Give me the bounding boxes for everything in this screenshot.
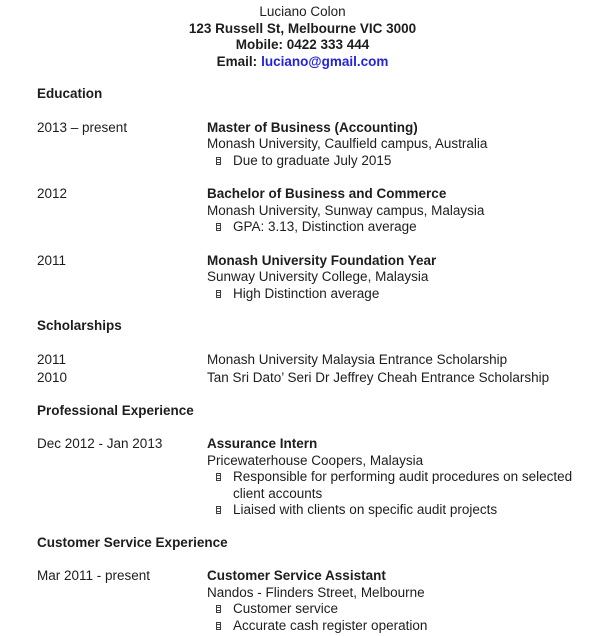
- bullet-item: [207, 618, 593, 635]
- education-entry: [37, 120, 593, 170]
- scholarship-name: Tan Sri Dato’ Seri Dr Jeffrey Cheah Entrance Scholarship: [207, 370, 550, 385]
- contact-header: [0, 4, 605, 70]
- bullet-item: [207, 502, 593, 519]
- scholarship-year: 2010: [37, 370, 68, 385]
- bullet-item: [207, 219, 593, 236]
- scholarship-row: [37, 370, 593, 387]
- email-label: Email:: [216, 53, 258, 69]
- experience-entry: [37, 436, 593, 519]
- entry-details: [207, 253, 593, 303]
- education-entry: [37, 186, 593, 236]
- entry-period: 2011: [37, 252, 67, 268]
- section-education: [37, 86, 593, 302]
- experience-entry: [37, 568, 593, 634]
- bullet-item: [207, 153, 593, 170]
- entry-title: Master of Business (Accounting): [207, 119, 418, 135]
- scholarship-name: Monash University Malaysia Entrance Scholarship: [207, 351, 508, 367]
- entry-details: [207, 186, 593, 236]
- email-link[interactable]: luciano@gmail.com: [261, 53, 389, 69]
- bullet-text: Accurate cash register operation: [233, 617, 428, 633]
- education-heading: Education: [37, 86, 103, 101]
- bullet-text: GPA: 3.13, Distinction average: [233, 219, 417, 234]
- entry-subtitle: Monash University, Caulfield campus, Australia: [207, 136, 488, 151]
- entry-title: Monash University Foundation Year: [207, 252, 437, 268]
- scholarship-year: 2011: [37, 351, 67, 367]
- bullet-text: High Distinction average: [233, 285, 380, 301]
- bullet-item: [207, 601, 593, 618]
- contact-mobile: Mobile: 0422 333 444: [235, 37, 370, 52]
- entry-details: [207, 120, 593, 170]
- bullet-text: Due to graduate July 2015: [233, 152, 392, 168]
- entry-title: Assurance Intern: [207, 436, 318, 451]
- bullet-text: Responsible for performing audit procedures on selected client accounts: [233, 469, 573, 501]
- entry-details: [207, 436, 593, 519]
- section-scholarships: [37, 318, 593, 387]
- professional-experience-heading: Professional Experience: [37, 402, 194, 418]
- bullet-item: [207, 469, 593, 502]
- entry-title: Bachelor of Business and Commerce: [207, 186, 447, 201]
- entry-period: Mar 2011 - present: [37, 568, 151, 583]
- entry-title: Customer Service Assistant: [207, 568, 386, 583]
- bullet-text: Customer service: [233, 601, 339, 616]
- bullet-icon: [216, 622, 221, 630]
- bullet-icon: [216, 157, 221, 165]
- bullet-icon: [216, 506, 221, 514]
- education-entry: [37, 253, 593, 303]
- bullet-text: Liaised with clients on specific audit projects: [233, 502, 498, 517]
- entry-subtitle: Monash University, Sunway campus, Malaysia: [207, 202, 485, 218]
- bullet-icon: [216, 223, 221, 231]
- contact-email-line: [0, 54, 605, 71]
- scholarships-heading: Scholarships: [37, 318, 122, 333]
- entry-period: 2012: [37, 186, 68, 201]
- entry-details: [207, 568, 593, 634]
- bullet-icon: [216, 605, 221, 613]
- customer-service-heading: Customer Service Experience: [37, 534, 228, 550]
- contact-address: 123 Russell St, Melbourne VIC 3000: [188, 20, 417, 36]
- scholarship-row: [37, 352, 593, 369]
- entry-subtitle: Pricewaterhouse Coopers, Malaysia: [207, 452, 424, 468]
- section-customer-service-experience: [37, 535, 593, 635]
- entry-period: 2013 – present: [37, 119, 128, 135]
- contact-name: Luciano Colon: [259, 4, 346, 19]
- bullet-icon: [216, 473, 221, 481]
- entry-subtitle: Nandos - Flinders Street, Melbourne: [207, 584, 425, 600]
- entry-period: Dec 2012 - Jan 2013: [37, 436, 163, 451]
- bullet-item: [207, 286, 593, 303]
- resume-body: [0, 86, 605, 634]
- section-professional-experience: [37, 403, 593, 519]
- bullet-icon: [216, 290, 221, 298]
- entry-subtitle: Sunway University College, Malaysia: [207, 269, 429, 284]
